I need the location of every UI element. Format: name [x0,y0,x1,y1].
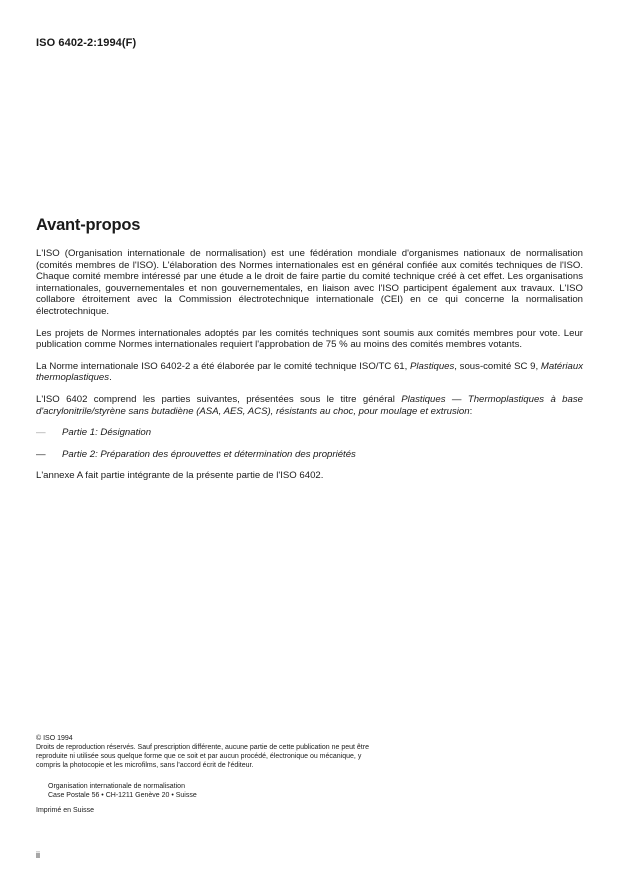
list-dash: — [36,427,46,439]
document-reference: ISO 6402-2:1994(F) [36,37,137,49]
foreword-body [36,248,583,492]
copyright-line: © ISO 1994 [36,735,73,742]
paragraph-committee: La Norme internationale ISO 6402-2 a été élaborée par le comité technique ISO/TC 61, Plastiques, sous-comité SC 9, Matériaux thermoplastiques. [36,360,583,384]
list-dash: — [36,448,46,460]
list-item-text: Partie 1: Désignation [62,427,152,439]
section-title: Avant-propos [36,216,141,234]
copyright-block [36,734,383,814]
parts-list [36,427,583,460]
list-item [36,449,583,461]
page-number: ii [36,850,40,860]
publisher-address [48,782,368,800]
publisher-name: Organisation internationale de normalisation [48,783,185,790]
paragraph-voting: Les projets de Normes internationales adoptés par les comités techniques sont soumis aux comités membres pour vote. Leur publication comme Normes internationales requiert l'approbation de 75 % au moins des comités membres votants. [36,327,583,351]
list-item [36,427,583,439]
paragraph-iso-intro: L'ISO (Organisation internationale de normalisation) est une fédération mondiale d'organismes nationaux de normalisation (comités membres de l'ISO). L'élaboration des Normes internationales est en général confiée aux comités techniques de l'ISO. Chaque comité membre intéressé par une étude a le droit de faire partie du comité technique créé à cet effet. Les organisations internationales, gouvernementales et non gouvernementales, en liaison avec l'ISO participent également aux travaux. L'ISO collabore étroitement avec la Commission électrotechnique internationale (CEI) en ce qui concerne la normalisation électrotechnique. [36,248,583,317]
copyright-notice: Droits de reproduction réservés. Sauf prescription différente, aucune partie de cette publication ne peut être reproduite ni utilisée sous quelque forme que ce soit et par aucun procédé, électronique ou mécanique, y compris la photocopie et les microfilms, sans l'accord écrit de l'éditeur. [36,744,369,769]
printed-in: Imprimé en Suisse [36,807,94,814]
publisher-postal: Case Postale 56 • CH-1211 Genève 20 • Suisse [48,792,197,799]
paragraph-annex: L'annexe A fait partie intégrante de la présente partie de l'ISO 6402. [36,470,324,482]
list-item-text: Partie 2: Préparation des éprouvettes et détermination des propriétés [62,448,356,460]
paragraph-parts-intro: L'ISO 6402 comprend les parties suivantes, présentées sous le titre général Plastiques — Thermoplastiques à base d'acrylonitrile/styrène sans butadiène (ASA, AES, ACS), résistants au choc, pour moulage et extrusion: [36,393,583,417]
